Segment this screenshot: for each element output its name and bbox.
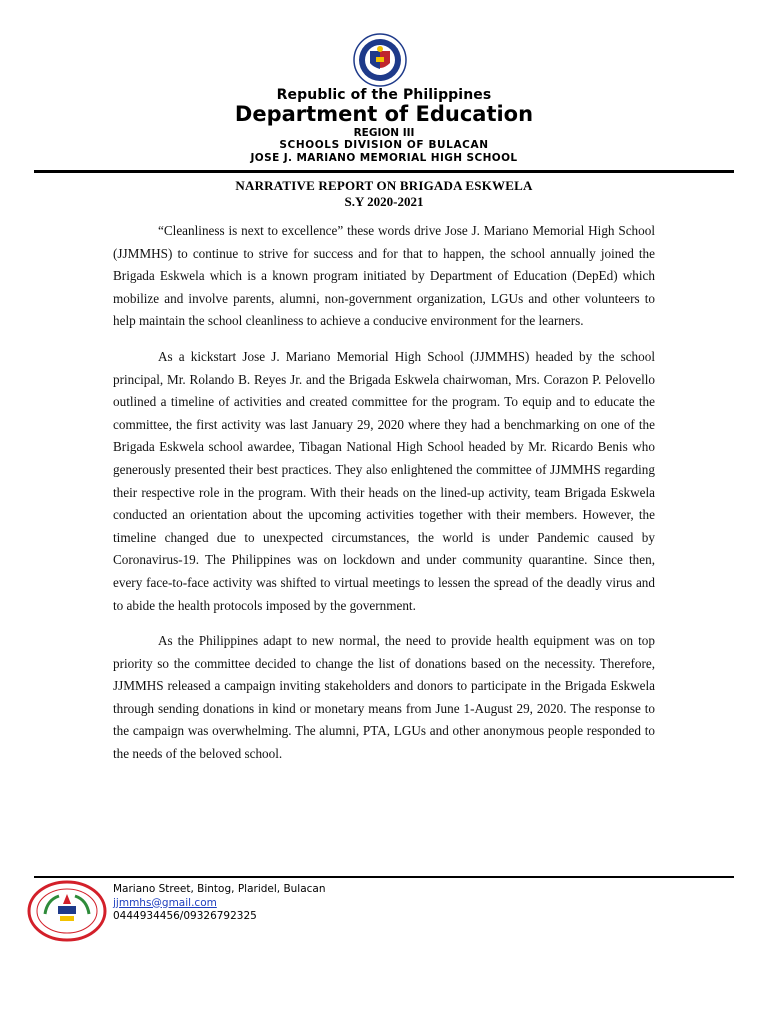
school-year: S.Y 2020-2021 bbox=[344, 194, 424, 209]
report-title: NARRATIVE REPORT ON BRIGADA ESKWELA bbox=[235, 178, 533, 193]
region-heading: REGION III bbox=[353, 127, 415, 139]
department-heading: Department of Education bbox=[234, 102, 534, 126]
paragraph: “Cleanliness is next to excellence” these words drive Jose J. Mariano Memorial High School (JJMMHS) to continue to strive for success and for that to happen, the school annually joined the Brigada Eskwela which is a known program initiated by Department of Education (DepEd) which mobilize and involve parents, alumni, non-government organization, LGUs and other volunteers to help maintain the school cleanliness to achieve a conducive environment for the learners. bbox=[113, 223, 655, 329]
footer-phone: 0444934456/09326792325 bbox=[113, 910, 257, 922]
header-divider bbox=[34, 170, 734, 173]
footer-email-link[interactable]: jjmmhs@gmail.com bbox=[113, 896, 217, 909]
deped-seal-logo bbox=[343, 33, 417, 87]
footer-contact bbox=[113, 883, 326, 924]
paragraph: As a kickstart Jose J. Mariano Memorial High School (JJMMHS) headed by the school principal, Mr. Rolando B. Reyes Jr. and the Brigada Eskwela chairwoman, Mrs. Corazon P. Pelovello outlined a timeline of activities and created committee for the program. To equip and to educate the committee, the first activity was last January 29, 2020 where they had a benchmarking on one of the Brigada Eskwela school awardee, Tibagan National High School headed by Mr. Ricardo Benis who generously presented their best practices. They also enlightened the committee of JJMMHS regarding their respective role in the program. With their heads on the lined-up activity, team Brigada Eskwela conducted an orientation about the upcoming activities together with their members. However, the timeline changed due to unexpected circumstances, the world is under Pandemic caused by Coronavirus-19. The Philippines was on lockdown and under community quarantine. Since then, every face-to-face activity was shifted to virtual meetings to lessen the spread of the deadly virus and to abide the health protocols imposed by the government. bbox=[113, 348, 655, 613]
footer-divider bbox=[34, 876, 734, 878]
footer-address: Mariano Street, Bintog, Plaridel, Bulacan bbox=[113, 883, 326, 895]
school-logo bbox=[27, 880, 107, 942]
republic-heading: Republic of the Philippines bbox=[276, 87, 492, 103]
school-heading: JOSE J. MARIANO MEMORIAL HIGH SCHOOL bbox=[250, 152, 518, 164]
paragraph: As the Philippines adapt to new normal, the need to provide health equipment was on top priority so the committee decided to change the list of donations based on the necessity. Therefore, JJMMHS released a campaign inviting stakeholders and donors to participate in the Brigada Eskwela through sending donations in kind or monetary means from June 1-August 29, 2020. The response to the campaign was overwhelming. The alumni, PTA, LGUs and other anonymous people responded to the needs of the beloved school. bbox=[113, 633, 655, 762]
division-heading: SCHOOLS DIVISION OF BULACAN bbox=[279, 139, 489, 151]
report-body bbox=[113, 220, 655, 779]
